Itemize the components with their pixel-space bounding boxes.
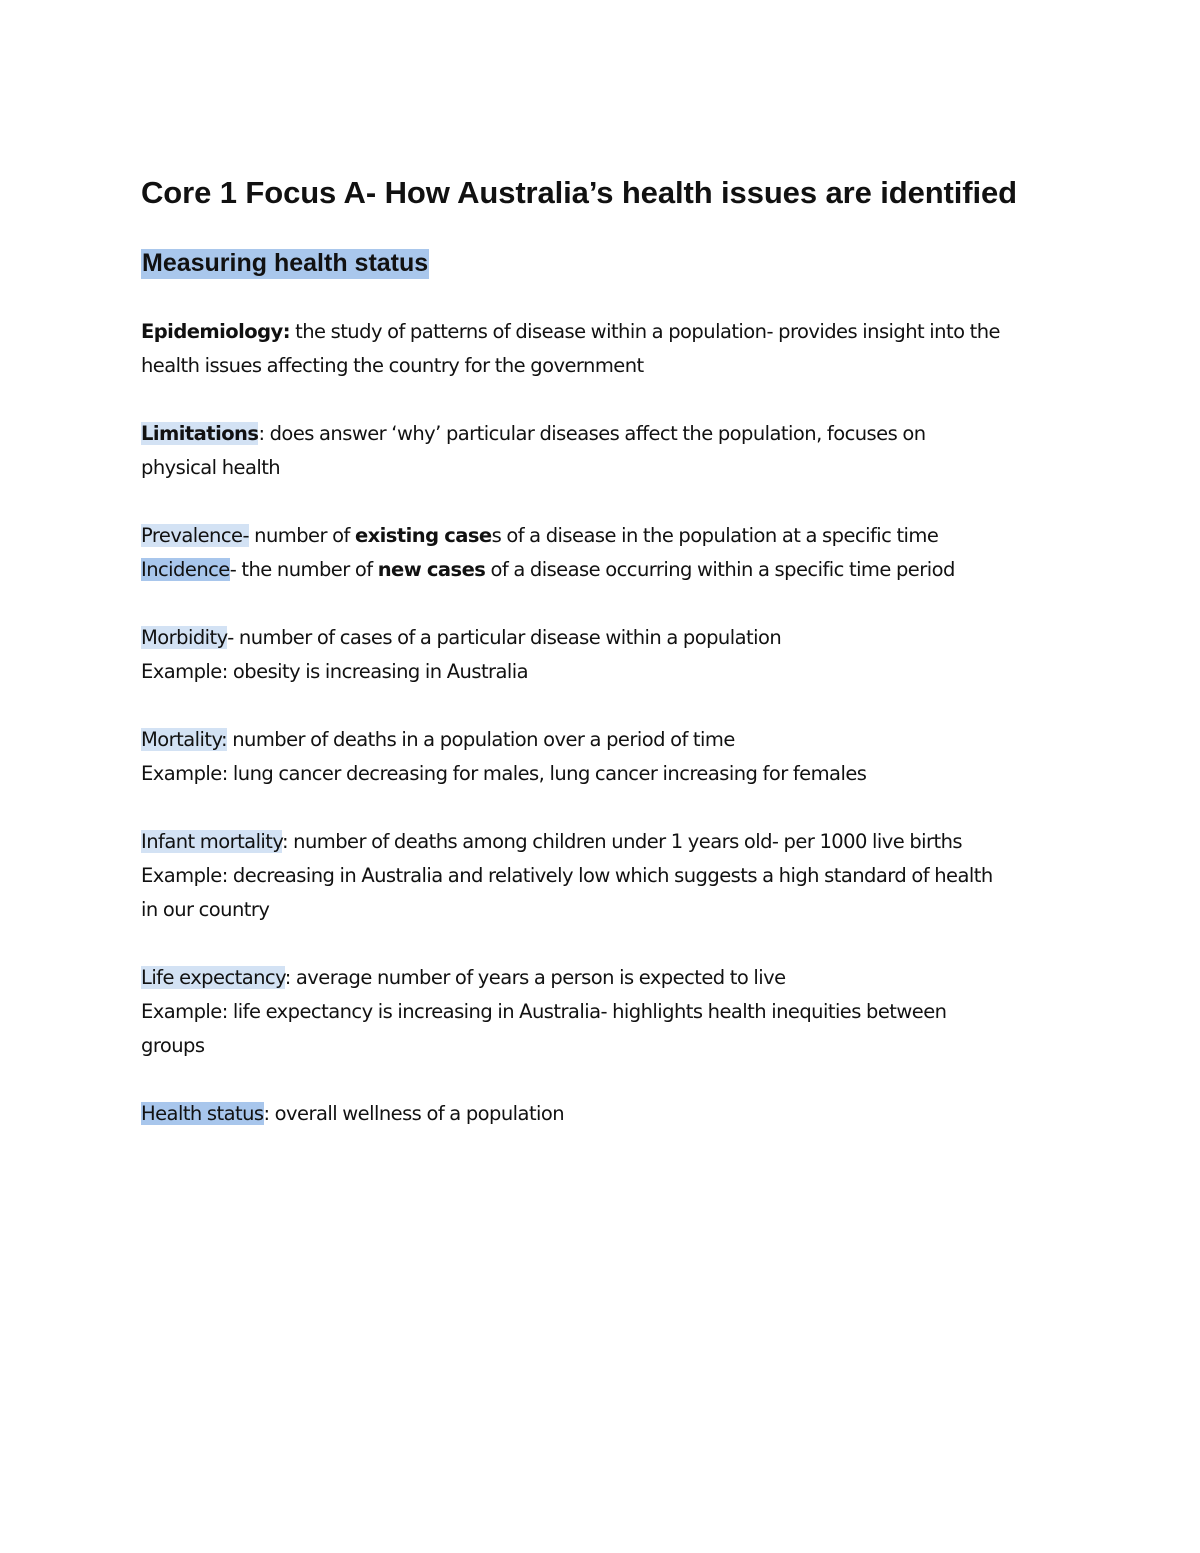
- health-status-line: [141, 1097, 1071, 1131]
- limitations-definition: : does answer ‘why’ particular diseases affect the population, focuses on: [258, 422, 926, 445]
- section-heading: [141, 247, 1071, 280]
- epidemiology-line-1: [141, 315, 1071, 349]
- health-status-definition: : overall wellness of a population: [263, 1102, 565, 1125]
- prevalence-bold: existing case: [354, 524, 492, 547]
- epidemiology-definition: the study of patterns of disease within a population- provides insight into the: [289, 320, 1000, 343]
- life-expectancy-term: Life expectancy: [141, 966, 285, 989]
- prevalence-pre: number of: [248, 524, 355, 547]
- infant-mortality-definition: : number of deaths among children under 1 years old- per 1000 live births: [281, 830, 963, 853]
- life-expectancy-line: [141, 961, 1071, 995]
- mortality-line: [141, 723, 1071, 757]
- prevalence-post: s of a disease in the population at a specific time: [491, 524, 939, 547]
- limitations-term: Limitations: [141, 422, 259, 445]
- life-expectancy-example-1: Example: life expectancy is increasing in Australia- highlights health inequities between: [141, 1000, 947, 1023]
- document-title: Core 1 Focus A- How Australia’s health issues are identified: [141, 175, 1018, 210]
- infant-mortality-example-2: in our country: [141, 898, 270, 921]
- infant-mortality-term: Infant mortality: [141, 830, 282, 853]
- limitations-line-2: physical health: [141, 456, 281, 479]
- infant-mortality-example-1: Example: decreasing in Australia and relatively low which suggests a high standard of health: [141, 864, 993, 887]
- infant-mortality-line: [141, 825, 1071, 859]
- life-expectancy-definition: : average number of years a person is expected to live: [284, 966, 786, 989]
- incidence-bold: new cases: [377, 558, 486, 581]
- document-body: [141, 280, 1071, 1131]
- prevalence-term: Prevalence-: [141, 524, 249, 547]
- prevalence-line: [141, 519, 1071, 553]
- mortality-term: Mortality:: [141, 728, 228, 751]
- mortality-example: Example: lung cancer decreasing for males, lung cancer increasing for females: [141, 762, 867, 785]
- document-page: [141, 172, 1071, 1131]
- incidence-pre: - the number of: [229, 558, 378, 581]
- epidemiology-line-2: health issues affecting the country for the government: [141, 354, 644, 377]
- health-status-term: Health status: [141, 1102, 264, 1125]
- incidence-term: Incidence: [141, 558, 230, 581]
- incidence-post: of a disease occurring within a specific time period: [485, 558, 955, 581]
- morbidity-example: Example: obesity is increasing in Australia: [141, 660, 529, 683]
- morbidity-line: [141, 621, 1071, 655]
- section-heading-text: Measuring health status: [142, 249, 429, 277]
- limitations-line-1: [141, 417, 1071, 451]
- incidence-line: [141, 553, 1071, 587]
- epidemiology-term: Epidemiology:: [141, 320, 290, 343]
- morbidity-definition: - number of cases of a particular disease within a population: [227, 626, 782, 649]
- morbidity-term: Morbidity: [141, 626, 228, 649]
- life-expectancy-example-2: groups: [141, 1034, 205, 1057]
- mortality-definition: number of deaths in a population over a period of time: [227, 728, 735, 751]
